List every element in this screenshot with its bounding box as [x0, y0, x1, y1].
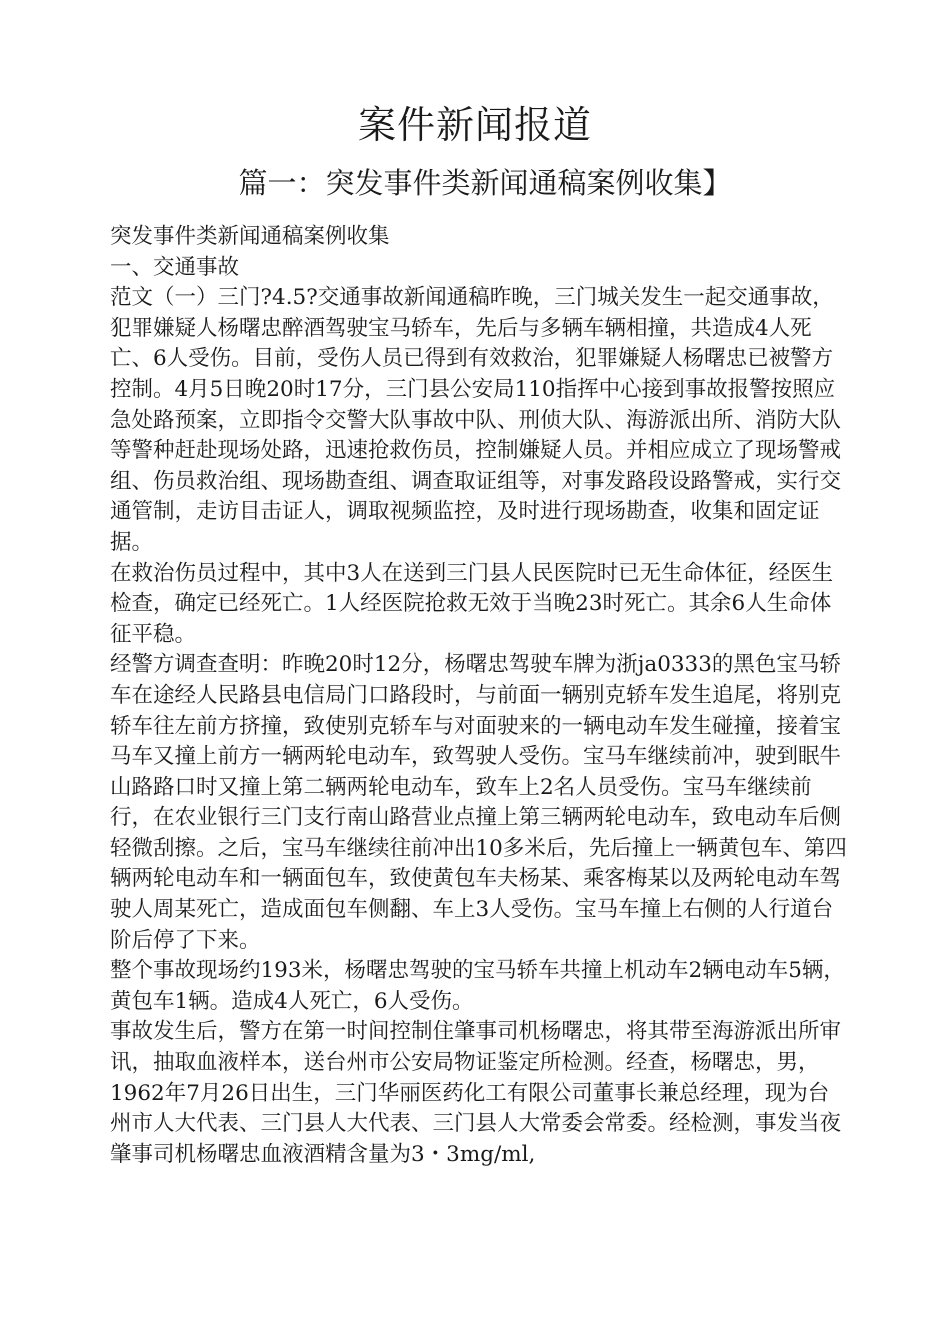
document-title: 案件新闻报道: [357, 103, 592, 147]
body-paragraph: 事故发生后，警方在第一时间控制住肇事司机杨曙忠，将其带至海游派出所审讯，抽取血液样本，送台州市公安局物证鉴定所检测。经查，杨曙忠，男，1962年7月26日出生，三门华丽医药化工有限公司董事长兼总经理，现为台州市人大代表、三门县人大代表、三门县人大常委会常委。经检测，事发当夜肇事司机杨曙忠血液酒精含量为3・3mg/ml,: [110, 1019, 842, 1167]
body-paragraph: 范文（一）三门?4.5?交通事故新闻通稿昨晚，三门城关发生一起交通事故，犯罪嫌疑人杨曙忠醉酒驾驶宝马轿车，先后与多辆车辆相撞，共造成4人死亡、6人受伤。目前，受伤人员已得到有效救治，犯罪嫌疑人杨曙忠已被警方控制。4月5日晚20时17分，三门县公安局110指挥中心接到事故报警按照应急处路预案，立即指令交警大队事故中队、刑侦大队、海游派出所、消防大队等警种赶赴现场处路，迅速抢救伤员，控制嫌疑人员。并相应成立了现场警戒组、伤员救治组、现场勘查组、调查取证组等，对事发路段设路警戒，实行交通管制，走访目击证人，调取视频监控，及时进行现场勘查，收集和固定证据。: [110, 285, 842, 555]
document-body: [110, 222, 850, 1170]
document-subtitle: 篇一：突发事件类新闻通稿案例收集】: [238, 166, 732, 200]
body-paragraph: 在救治伤员过程中，其中3人在送到三门县人民医院时已无生命体征，经医生检查，确定已经死亡。1人经医院抢救无效于当晚23时死亡。其余6人生命体征平稳。: [110, 560, 834, 647]
body-paragraph: 整个事故现场约193米，杨曙忠驾驶的宝马轿车共撞上机动车2辆电动车5辆，黄包车1辆。造成4人死亡，6人受伤。: [110, 958, 845, 1014]
section-heading: 突发事件类新闻通稿案例收集: [110, 224, 390, 249]
body-paragraph: 经警方调查查明：昨晚20时12分，杨曙忠驾驶车牌为浙ja0333的黑色宝马轿车在途经人民路县电信局门口路段时，与前面一辆别克轿车发生追尾，将别克轿车往左前方挤撞，致使别克轿车与对面驶来的一辆电动车发生碰撞，接着宝马车又撞上前方一辆两轮电动车，致驾驶人受伤。宝马车继续前冲，驶到眠牛山路路口时又撞上第二辆两轮电动车，致车上2名人员受伤。宝马车继续前行，在农业银行三门支行南山路营业点撞上第三辆两轮电动车，致电动车后侧轻微刮擦。之后，宝马车继续往前冲出10多米后，先后撞上一辆黄包车、第四辆两轮电动车和一辆面包车，致使黄包车夫杨某、乘客梅某以及两轮电动车驾驶人周某死亡，造成面包车侧翻、车上3人受伤。宝马车撞上右侧的人行道台阶后停了下来。: [110, 652, 847, 953]
subsection-heading: 一、交通事故: [110, 254, 240, 280]
